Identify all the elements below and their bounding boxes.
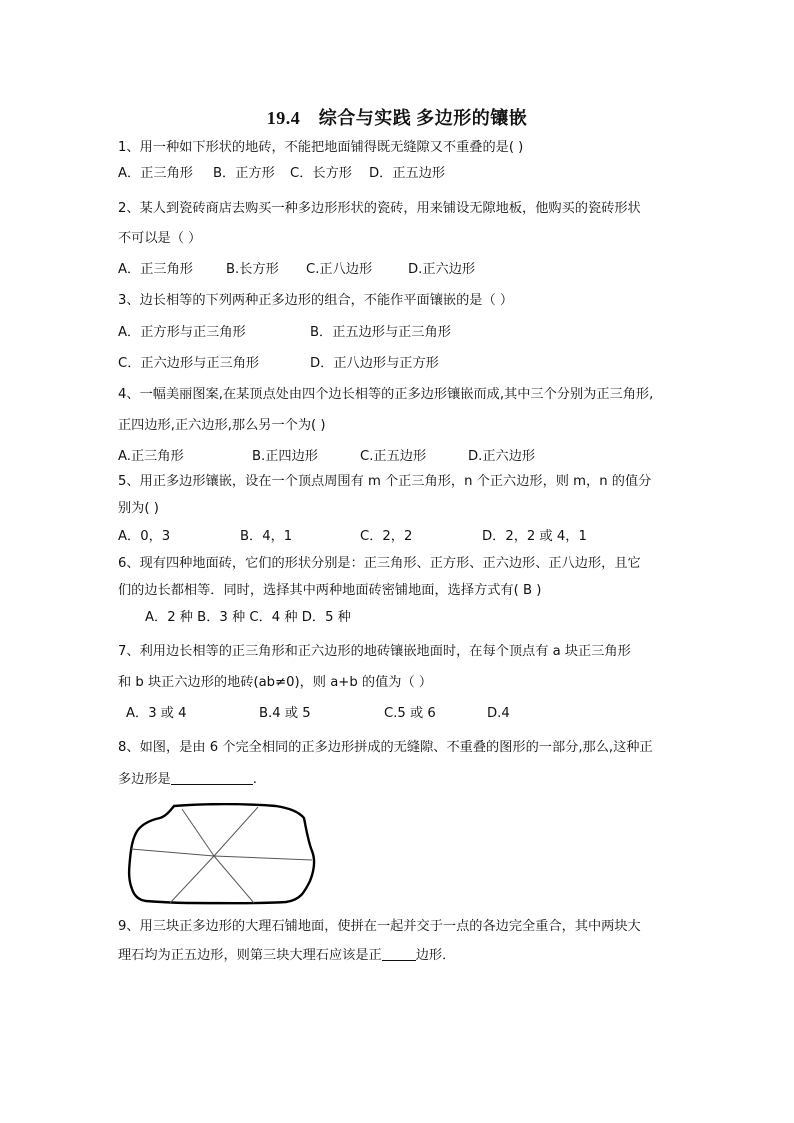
q7-stem-line1: 7、利用边长相等的正三角形和正六边形的地砖镶嵌地面时，在每个顶点有 a 块正三角形 (118, 644, 631, 659)
q7-stem-line2: 和 b 块正六边形的地砖(ab≠0)，则 a+b 的值为（ ） (118, 675, 433, 690)
q1-option-d: D．正五边形 (369, 166, 446, 181)
q9-answer-blank[interactable] (382, 946, 416, 961)
q3-stem: 3、边长相等的下列两种正多边形的组合，不能作平面镶嵌的是（ ） (118, 293, 514, 308)
q7-option-d: D.4 (487, 706, 510, 721)
q2-stem-line1: 2、某人到瓷砖商店去购买一种多边形形状的瓷砖，用来铺设无隙地板，他购买的瓷砖形状 (118, 201, 641, 216)
q1-option-a: A．正三角形 (118, 166, 193, 181)
q7-option-b: B.4 或 5 (259, 706, 311, 721)
q5-option-a: A．0，3 (118, 529, 171, 544)
figure-outline (129, 804, 314, 903)
q7-option-a: A．3 或 4 (126, 706, 187, 721)
q2-option-a: A．正三角形 (118, 262, 193, 277)
q3-option-a: A．正方形与正三角形 (118, 325, 246, 340)
q2-option-d: D.正六边形 (408, 262, 476, 277)
q2-option-c: C.正八边形 (306, 262, 373, 277)
q4-option-d: D.正六边形 (468, 449, 536, 464)
q8-answer-blank[interactable] (171, 770, 253, 785)
q6-stem-line2: 们的边长都相等．同时，选择其中两种地面砖密铺地面，选择方式有( B ) (118, 583, 542, 598)
figure-diagonal-5 (131, 849, 214, 856)
figure-diagonal-2 (170, 856, 214, 903)
hexagon-tiling-figure (126, 803, 322, 907)
q6-options: A．2 种 B．3 种 C．4 种 D．5 种 (145, 610, 351, 625)
q5-option-b: B．4，1 (240, 529, 293, 544)
q4-option-b: B.正四边形 (252, 449, 318, 464)
q9-stem-suffix: 边形． (415, 948, 456, 963)
figure-diagonal-6 (214, 856, 312, 860)
q4-option-a: A.正三角形 (118, 449, 184, 464)
q9-stem-prefix: 理石均为正五边形，则第三块大理石应该是正 (118, 948, 382, 963)
q6-stem-line1: 6、现有四种地面砖，它们的形状分别是：正三角形、正方形、正六边形、正八边形，且它 (118, 556, 641, 571)
page-title: 19.4 综合与实践 多边形的镶嵌 (266, 108, 528, 128)
q8-stem-line1: 8、如图，是由 6 个完全相同的正多边形拼成的无缝隙、不重叠的图形的一部分,那么,这种正 (118, 740, 653, 755)
figure-diagonal-1 (214, 807, 258, 856)
q4-stem-line1: 4、一幅美丽图案,在某顶点处由四个边长相等的正多边形镶嵌而成,其中三个分别为正三角形, (118, 387, 654, 402)
figure-diagonal-4 (214, 856, 254, 903)
q1-option-c: C．长方形 (290, 166, 352, 181)
q3-option-c: C．正六边形与正三角形 (118, 356, 260, 371)
q8-stem-suffix: . (252, 772, 257, 787)
q9-stem-line1: 9、用三块正多边形的大理石铺地面，使拼在一起并交于一点的各边完全重合，其中两块大 (118, 919, 641, 934)
q8-stem-line2 (118, 770, 257, 789)
q5-option-c: C．2，2 (360, 529, 413, 544)
q2-option-b: B.长方形 (226, 262, 279, 277)
q1-option-b: B．正方形 (213, 166, 275, 181)
q5-option-d: D．2，2 或 4，1 (482, 529, 587, 544)
q8-stem-prefix: 多边形是 (118, 772, 171, 787)
q1-stem: 1、用一种如下形状的地砖，不能把地面铺得既无缝隙又不重叠的是( ) (118, 140, 524, 155)
q7-option-c: C.5 或 6 (384, 706, 436, 721)
q4-option-c: C.正五边形 (360, 449, 427, 464)
q3-option-b: B．正五边形与正三角形 (310, 325, 451, 340)
figure-diagonal-3 (182, 809, 214, 856)
q4-stem-line2: 正四边形,正六边形,那么另一个为( ) (118, 418, 326, 433)
q2-stem-line2: 不可以是（ ） (118, 231, 202, 246)
q5-stem-line1: 5、用正多边形镶嵌，设在一个顶点周围有 m 个正三角形，n 个正六边形，则 m，n 的值分 (118, 474, 652, 489)
q5-stem-line2: 别为( ) (118, 501, 159, 516)
q9-stem-line2 (118, 946, 455, 965)
q3-option-d: D．正八边形与正方形 (310, 356, 439, 371)
